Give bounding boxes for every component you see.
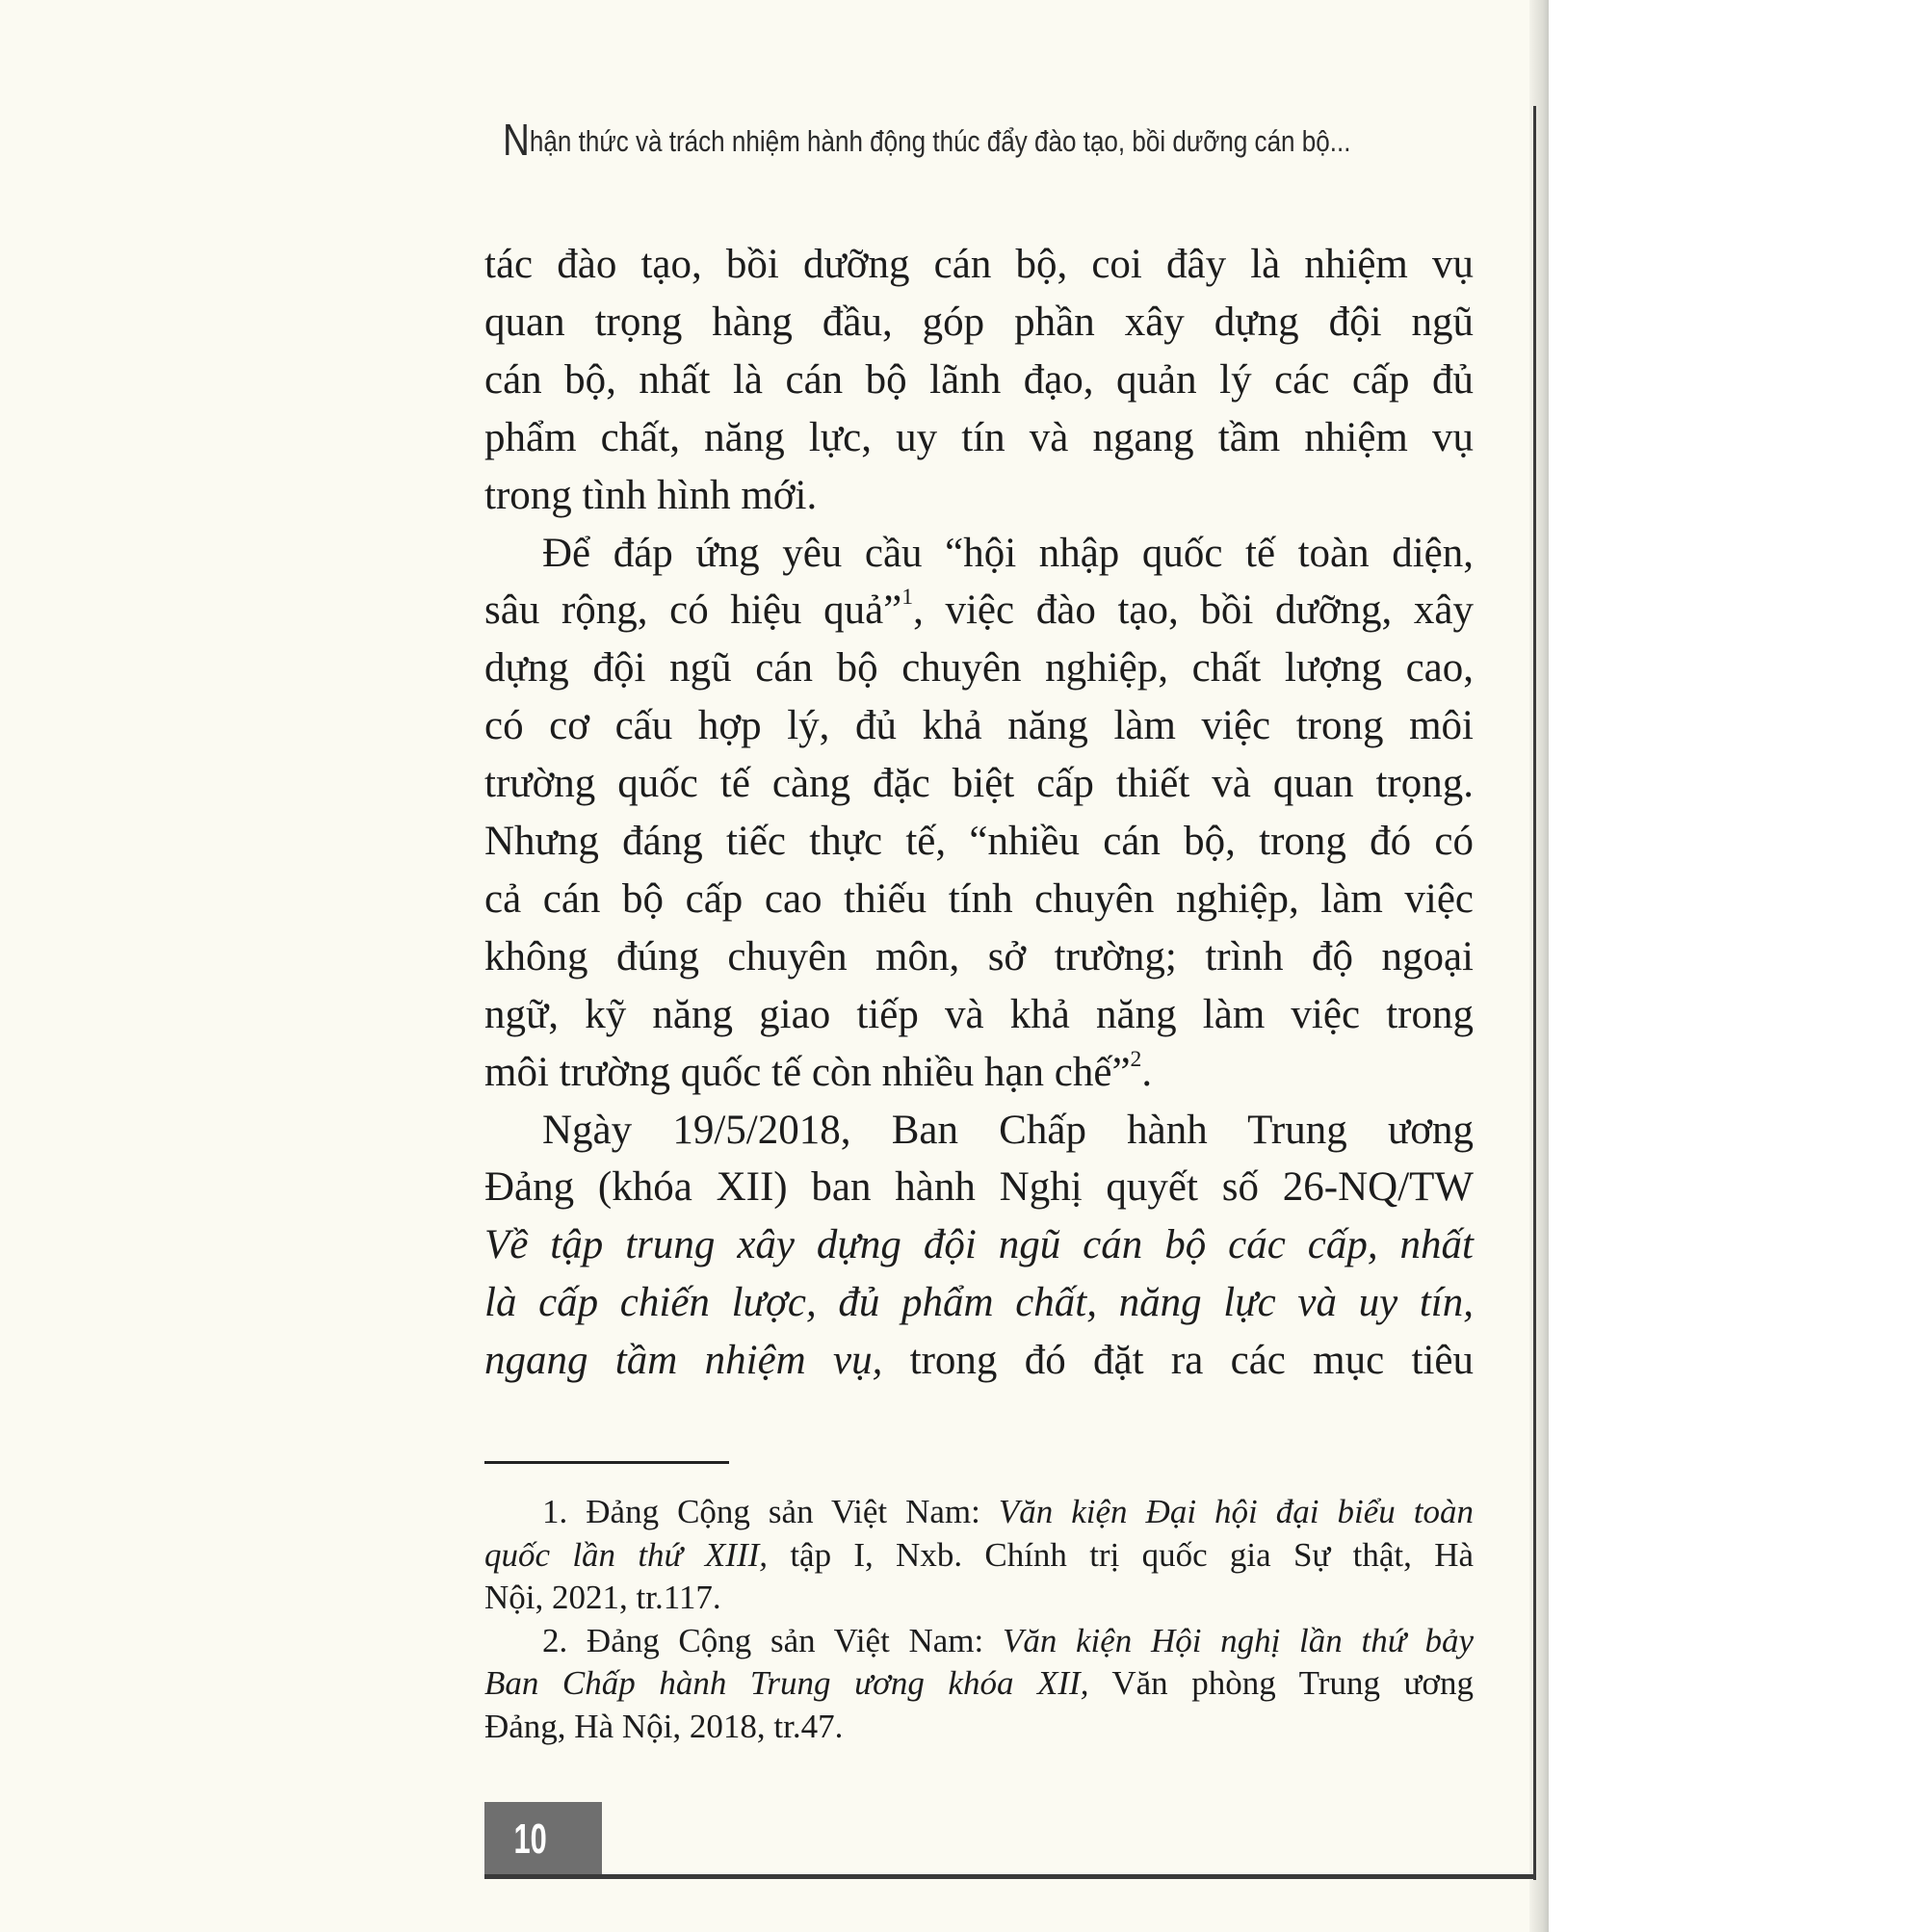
text-segment: Ban Chấp hành Trung ương khóa XII, xyxy=(484,1664,1089,1703)
text-segment: trong tình hình mới. xyxy=(484,472,818,518)
text-segment: dựng đội ngũ cán bộ chuyên nghiệp, chất lượng cao, xyxy=(484,645,1474,692)
footnote-line xyxy=(484,1706,1474,1748)
text-segment: Văn kiện Hội nghị lần thứ bảy xyxy=(1002,1621,1474,1659)
footnote-marker: 1 xyxy=(901,585,914,611)
body-line xyxy=(484,1332,1474,1390)
text-segment: Đảng (khóa XII) ban hành Nghị quyết số 26-NQ/TW xyxy=(484,1164,1474,1211)
text-segment: Nội, 2021, tr.117. xyxy=(484,1579,721,1617)
body-line xyxy=(484,525,1474,583)
footnote-line xyxy=(484,1620,1474,1662)
text-segment: cán bộ, nhất là cán bộ lãnh đạo, quản lý các cấp đủ xyxy=(484,356,1474,403)
page-number-box xyxy=(484,1802,602,1877)
body-line xyxy=(484,813,1474,871)
page-edge-shadow xyxy=(1529,0,1549,1932)
body-line xyxy=(484,1216,1474,1274)
text-segment: quốc lần thứ XIII, xyxy=(484,1535,769,1574)
body-line xyxy=(484,352,1474,409)
text-segment: quan trọng hàng đầu, góp phần xây dựng đội ngũ xyxy=(484,299,1474,345)
text-segment: Văn kiện Đại hội đại biểu toàn xyxy=(998,1493,1475,1530)
running-header xyxy=(503,114,1350,166)
text-segment: là cấp chiến lược, đủ phẩm chất, năng lực và uy tín, xyxy=(484,1280,1474,1326)
page-bottom-rule xyxy=(484,1874,1536,1879)
text-segment: ngang tầm nhiệm vụ, xyxy=(484,1338,883,1384)
text-segment: môi trường quốc tế còn nhiều hạn chế” xyxy=(484,1049,1131,1095)
text-segment: . xyxy=(1141,1049,1153,1095)
body-line xyxy=(484,236,1474,294)
footnote-line xyxy=(484,1577,1474,1619)
text-segment: , việc đào tạo, bồi dưỡng, xây xyxy=(913,587,1474,634)
text-segment: 2. Đảng Cộng sản Việt Nam: xyxy=(542,1621,1003,1659)
text-segment: Đảng, Hà Nội, 2018, tr.47. xyxy=(484,1708,844,1745)
text-segment: không đúng chuyên môn, sở trường; trình độ ngoại xyxy=(484,933,1474,979)
body-line xyxy=(484,697,1474,755)
text-segment: Về tập trung xây dựng đội ngũ cán bộ các cấp, nhất xyxy=(484,1222,1474,1268)
text-segment: ngữ, kỹ năng giao tiếp và khả năng làm việc trong xyxy=(484,991,1474,1037)
text-segment: tác đào tạo, bồi dưỡng cán bộ, coi đây là nhiệm vụ xyxy=(484,242,1474,287)
body-line xyxy=(484,755,1474,813)
body-line xyxy=(484,582,1474,640)
body-line xyxy=(484,1102,1474,1160)
footnote-line xyxy=(484,1534,1474,1577)
body-line xyxy=(484,294,1474,352)
running-header-text: hận thức và trách nhiệm hành động thúc đẩy đào tạo, bồi dưỡng cán bộ... xyxy=(529,124,1351,158)
body-line xyxy=(484,1159,1474,1216)
text-segment: Văn phòng Trung ương xyxy=(1088,1664,1474,1703)
body-line xyxy=(484,640,1474,697)
text-segment: tập I, Nxb. Chính trị quốc gia Sự thật, Hà xyxy=(768,1535,1475,1574)
footnote-marker: 2 xyxy=(1130,1046,1142,1072)
body-line xyxy=(484,1274,1474,1332)
text-segment: Nhưng đáng tiếc thực tế, “nhiều cán bộ, trong đó có xyxy=(484,819,1474,864)
text-segment: Ngày 19/5/2018, Ban Chấp hành Trung ương xyxy=(542,1107,1474,1153)
page-border-right xyxy=(1533,106,1536,1880)
text-segment: Để đáp ứng yêu cầu “hội nhập quốc tế toàn diện, xyxy=(542,530,1474,576)
text-segment: trường quốc tế càng đặc biệt cấp thiết và quan trọng. xyxy=(484,761,1474,807)
text-segment: sâu rộng, có hiệu quả” xyxy=(484,587,902,634)
running-header-initial: N xyxy=(503,115,530,165)
footnote-line xyxy=(484,1662,1474,1705)
text-segment: trong đó đặt ra các mục tiêu xyxy=(882,1338,1474,1384)
footnote-line xyxy=(484,1491,1474,1533)
page-number: 10 xyxy=(513,1815,547,1863)
body-line xyxy=(484,871,1474,928)
footnote-rule xyxy=(484,1461,729,1464)
body-line xyxy=(484,986,1474,1044)
text-segment: cả cán bộ cấp cao thiếu tính chuyên nghiệp, làm việc xyxy=(484,875,1474,922)
body-line xyxy=(484,1044,1474,1102)
body-line xyxy=(484,928,1474,986)
body-line xyxy=(484,467,1474,525)
text-segment: phẩm chất, năng lực, uy tín và ngang tầm nhiệm vụ xyxy=(484,414,1474,460)
text-segment: có cơ cấu hợp lý, đủ khả năng làm việc trong môi xyxy=(484,703,1474,749)
body-line xyxy=(484,409,1474,467)
text-segment: 1. Đảng Cộng sản Việt Nam: xyxy=(542,1493,999,1530)
